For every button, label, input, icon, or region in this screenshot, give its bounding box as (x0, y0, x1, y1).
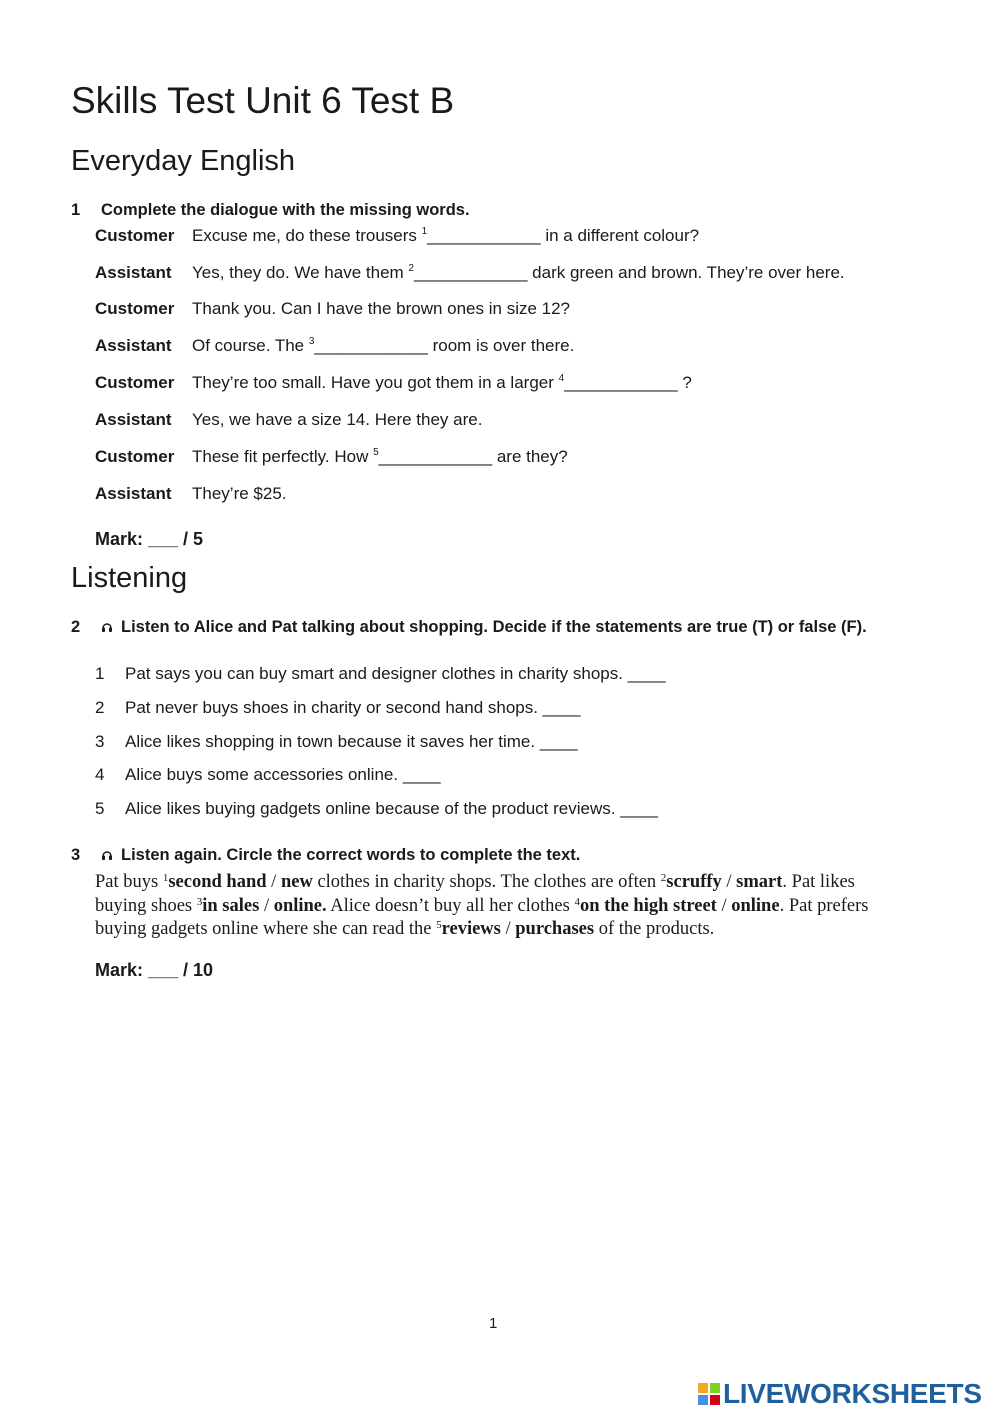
statement-number: 5 (95, 799, 105, 818)
dialogue-line-1 (95, 226, 699, 246)
question-3-number: 3 (71, 846, 81, 864)
dialogue-line-2 (95, 263, 845, 283)
statement-text[interactable]: Alice buys some accessories online. ____ (125, 765, 441, 784)
speaker-label: Assistant (95, 263, 172, 282)
question-2-number: 2 (71, 618, 81, 636)
liveworksheets-logo-text: LIVEWORKSHEETS (723, 1378, 982, 1409)
option-1a[interactable]: second hand (168, 872, 267, 892)
gap-number: 4 (558, 373, 565, 384)
line-text-before: These fit perfectly. How (192, 447, 374, 466)
gap-number: 3 (196, 895, 203, 908)
text-run: Pat buys (95, 872, 163, 892)
slash: / (259, 895, 274, 916)
statement-1 (95, 664, 666, 684)
question-2-instruction-block (101, 617, 901, 638)
headphones-icon (101, 849, 113, 861)
gap-number: 1 (421, 226, 428, 237)
statement-text[interactable]: Alice likes buying gadgets online because of the product reviews. ____ (125, 799, 659, 818)
line-text: Thank you. Can I have the brown ones in size 12? (192, 299, 571, 318)
option-5a[interactable]: reviews (441, 919, 501, 939)
page-number: 1 (489, 1315, 498, 1332)
question-1-mark: Mark: ___ / 5 (95, 529, 204, 549)
section-heading-everyday-english: Everyday English (71, 145, 296, 177)
speaker-label: Customer (95, 447, 175, 466)
question-1-number: 1 (71, 201, 81, 219)
statement-text[interactable]: Pat never buys shoes in charity or second hand shops. ____ (125, 698, 581, 717)
statement-text[interactable]: Alice likes shopping in town because it saves her time. ____ (125, 732, 578, 751)
slash: / (716, 895, 732, 916)
speaker-label: Assistant (95, 336, 172, 355)
speaker-label: Customer (95, 373, 175, 392)
speaker-label: Assistant (95, 484, 172, 503)
line-text-before: Excuse me, do these trousers (192, 226, 422, 245)
dialogue-line-7 (95, 447, 568, 467)
speaker-label: Assistant (95, 410, 172, 429)
dialogue-line-5 (95, 373, 692, 393)
option-3a[interactable]: in sales (202, 895, 260, 916)
headphones-icon (101, 621, 113, 633)
statement-3 (95, 732, 578, 752)
speaker-label: Customer (95, 226, 175, 245)
dialogue-line-3 (95, 299, 570, 319)
dialogue-line-6 (95, 410, 482, 430)
gap-blank-2[interactable]: ____________ dark green and brown. They’re over here. (413, 263, 845, 282)
line-text-before: They’re too small. Have you got them in a larger (192, 373, 559, 392)
line-text-before: Of course. The (192, 336, 309, 355)
gap-number: 1 (162, 872, 169, 884)
statement-4 (95, 765, 441, 785)
gap-blank-5[interactable]: ____________ are they? (378, 447, 568, 466)
gap-blank-1[interactable]: ____________ in a different colour? (427, 226, 700, 245)
text-run: clothes in charity shops. The clothes are often (312, 872, 661, 892)
text-run: . Pat prefers buying gadgets online where she can read the (95, 895, 869, 939)
option-5b[interactable]: purchases (515, 919, 595, 939)
line-text-before: Yes, they do. We have them (192, 263, 409, 282)
dialogue-line-4 (95, 336, 574, 356)
page-title: Skills Test Unit 6 Test B (71, 80, 455, 121)
statement-2 (95, 698, 581, 718)
gap-number: 4 (574, 895, 580, 908)
gap-number: 5 (373, 447, 379, 458)
slash: / (500, 919, 516, 939)
statement-5 (95, 799, 658, 819)
question-3-instruction-block (101, 845, 901, 866)
statement-number: 4 (95, 765, 105, 784)
slash: / (266, 872, 281, 892)
slash: / (721, 872, 737, 892)
question-1-instruction: Complete the dialogue with the missing words. (101, 201, 470, 219)
option-1b[interactable]: new (280, 872, 313, 892)
statement-text[interactable]: Pat says you can buy smart and designer clothes in charity shops. ____ (125, 664, 666, 683)
gap-number: 2 (408, 263, 414, 274)
text-run: Alice doesn’t buy all her clothes (326, 895, 575, 916)
option-2a[interactable]: scruffy (666, 872, 722, 892)
liveworksheets-logo[interactable] (698, 1377, 982, 1411)
option-3b[interactable]: online. (273, 895, 327, 916)
statement-number: 1 (95, 664, 105, 683)
gap-number: 2 (660, 872, 667, 884)
dialogue-line-8 (95, 484, 287, 504)
gap-number: 5 (436, 919, 442, 931)
section-heading-listening: Listening (71, 562, 188, 594)
line-text: Yes, we have a size 14. Here they are. (192, 410, 483, 429)
question-3-instruction: Listen again. Circle the correct words to complete the text. (121, 846, 581, 864)
text-run: . Pat likes buying shoes (95, 872, 855, 916)
speaker-label: Customer (95, 299, 175, 318)
question-2-instruction: Listen to Alice and Pat talking about shopping. Decide if the statements are true (T) or false (F). (121, 618, 867, 636)
liveworksheets-logo-icon (698, 1383, 720, 1405)
option-4b[interactable]: online (731, 895, 780, 916)
option-4a[interactable]: on the high street (579, 895, 717, 916)
question-3-text (95, 871, 895, 942)
gap-blank-4[interactable]: ____________ ? (564, 373, 692, 392)
text-run: of the products. (594, 919, 715, 939)
statement-number: 2 (95, 698, 105, 717)
option-2b[interactable]: smart (736, 872, 783, 892)
gap-blank-3[interactable]: ____________ room is over there. (314, 336, 575, 355)
question-3-mark: Mark: ___ / 10 (95, 960, 214, 980)
statement-number: 3 (95, 732, 105, 751)
line-text: They’re $25. (192, 484, 287, 503)
gap-number: 3 (308, 336, 315, 347)
